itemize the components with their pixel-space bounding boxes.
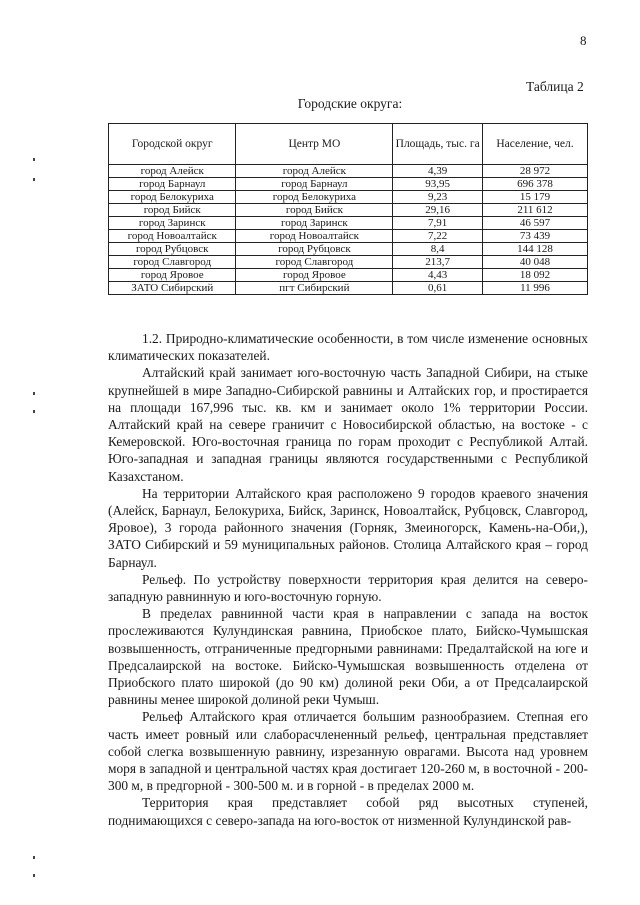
table-row bbox=[109, 230, 588, 243]
table-row bbox=[109, 178, 588, 191]
cell-district: город Рубцовск bbox=[109, 243, 236, 256]
cell-population: 18 092 bbox=[483, 269, 588, 282]
cell-center: город Славгород bbox=[236, 256, 393, 269]
cell-district: город Барнаул bbox=[109, 178, 236, 191]
table-header-row bbox=[109, 124, 588, 165]
table-row bbox=[109, 269, 588, 282]
header-area: Площадь, тыс. га bbox=[393, 124, 483, 165]
table-label: Таблица 2 bbox=[526, 79, 584, 94]
cell-center: город Белокуриха bbox=[236, 191, 393, 204]
table-row bbox=[109, 282, 588, 295]
cell-population: 144 128 bbox=[483, 243, 588, 256]
header-population: Население, чел. bbox=[483, 124, 588, 165]
table-row bbox=[109, 165, 588, 178]
paragraph: Территория края представляет собой ряд высотных ступеней, поднимающихся с северо-запада на юго-восток от низменной Кулундинской рав- bbox=[108, 795, 588, 828]
scan-mark bbox=[33, 874, 35, 877]
cell-population: 46 597 bbox=[483, 217, 588, 230]
cell-district: город Новоалтайск bbox=[109, 230, 236, 243]
cell-population: 211 612 bbox=[483, 204, 588, 217]
cell-district: город Белокуриха bbox=[109, 191, 236, 204]
table-title: Городские округа: bbox=[297, 96, 403, 111]
cell-district: город Заринск bbox=[109, 217, 236, 230]
cell-area: 93,95 bbox=[393, 178, 483, 191]
page-number: 8 bbox=[580, 33, 587, 48]
scan-mark bbox=[33, 178, 35, 181]
cell-population: 28 972 bbox=[483, 165, 588, 178]
table-row bbox=[109, 191, 588, 204]
paragraph: На территории Алтайского края расположено 9 городов краевого значения (Алейск, Барнаул, Белокуриха, Бийск, Заринск, Новоалтайск, Рубцовск, Славгород, Яровое), 3 города районного значения (Горняк, Змеиногорск, Камень-на-Оби,), ЗАТО Сибирский и 59 муниципальных районов. Столица Алтайского края – город Барнаул. bbox=[108, 485, 588, 570]
section-heading-paragraph: 1.2. Природно-климатические особенности, в том числе изменение основных климатических показателей. bbox=[108, 331, 588, 364]
districts-table bbox=[108, 123, 588, 295]
body-text bbox=[108, 330, 588, 829]
cell-center: город Барнаул bbox=[236, 178, 393, 191]
cell-area: 8,4 bbox=[393, 243, 483, 256]
cell-population: 11 996 bbox=[483, 282, 588, 295]
paragraph: Рельеф Алтайского края отличается большим разнообразием. Степная его часть имеет ровный или слаборасчлененный рельеф, центральная представляет собой слегка возвышенную равнину, изрезанную оврагами. Высота над уровнем моря в западной и центральной частях края достигает 120-260 м, в восточной - 200-300 м, в предгорной - 300-500 м. и в горной - в пределах 2000 м. bbox=[108, 709, 588, 794]
cell-area: 4,43 bbox=[393, 269, 483, 282]
cell-area: 9,23 bbox=[393, 191, 483, 204]
cell-area: 0,61 bbox=[393, 282, 483, 295]
cell-district: город Яровое bbox=[109, 269, 236, 282]
scan-mark bbox=[33, 856, 35, 859]
cell-center: город Рубцовск bbox=[236, 243, 393, 256]
cell-population: 40 048 bbox=[483, 256, 588, 269]
cell-area: 29,16 bbox=[393, 204, 483, 217]
header-center: Центр МО bbox=[236, 124, 393, 165]
paragraph: Алтайский край занимает юго-восточную часть Западной Сибири, на стыке крупнейшей в мире Западно-Сибирской равнины и Алтайских гор, и простирается на площади 167,996 тыс. кв. км и занимает около 1% территории России. Алтайский край на севере граничит с Новосибирской областью, на востоке - с Кемеровской. Юго-восточная граница по горам проходит с Республикой Алтай. Юго-западная и западная границы являются государственными с Республикой Казахстаном. bbox=[108, 365, 588, 484]
cell-center: город Алейск bbox=[236, 165, 393, 178]
paragraph: В пределах равнинной части края в направлении с запада на восток прослеживаются Кулундинская равнина, Приобское плато, Бийско-Чумышская возвышенность, отграниченные предгорными равнинами: Предалтайской на юге и Предсалаирской на востоке. Бийско-Чумышская возвышенность отделена от Приобского плато широкой (до 90 км) долиной реки Оби, а от Предсалаирской равнины менее широкой долиной реки Чумыш. bbox=[108, 606, 588, 708]
header-district: Городской округ bbox=[109, 124, 236, 165]
cell-district: город Славгород bbox=[109, 256, 236, 269]
cell-population: 73 439 bbox=[483, 230, 588, 243]
cell-district: город Алейск bbox=[109, 165, 236, 178]
table-row bbox=[109, 204, 588, 217]
table-row bbox=[109, 243, 588, 256]
cell-center: город Бийск bbox=[236, 204, 393, 217]
cell-population: 696 378 bbox=[483, 178, 588, 191]
cell-center: пгт Сибирский bbox=[236, 282, 393, 295]
cell-center: город Заринск bbox=[236, 217, 393, 230]
cell-district: ЗАТО Сибирский bbox=[109, 282, 236, 295]
cell-district: город Бийск bbox=[109, 204, 236, 217]
scan-mark bbox=[33, 158, 35, 161]
table-row bbox=[109, 256, 588, 269]
cell-area: 213,7 bbox=[393, 256, 483, 269]
cell-center: город Новоалтайск bbox=[236, 230, 393, 243]
scan-mark bbox=[33, 410, 35, 413]
table-row bbox=[109, 217, 588, 230]
cell-population: 15 179 bbox=[483, 191, 588, 204]
cell-area: 7,22 bbox=[393, 230, 483, 243]
cell-area: 7,91 bbox=[393, 217, 483, 230]
cell-area: 4,39 bbox=[393, 165, 483, 178]
cell-center: город Яровое bbox=[236, 269, 393, 282]
scan-mark bbox=[33, 392, 35, 395]
paragraph: Рельеф. По устройству поверхности территория края делится на северо-западную равнинную и юго-восточную горную. bbox=[108, 571, 588, 605]
